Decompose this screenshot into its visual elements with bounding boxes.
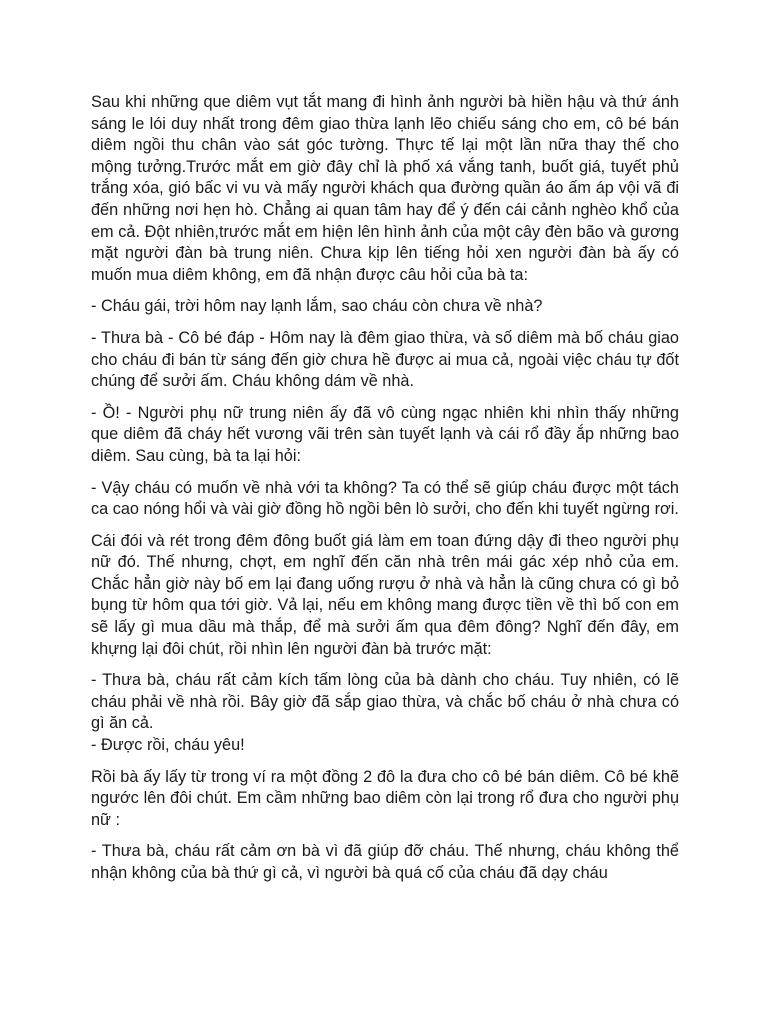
paragraph-woman-surprise: - Ồ! - Người phụ nữ trung niên ấy đã vô cùng ngạc nhiên khi nhìn thấy những que diêm đã cháy hết vương vãi trên sàn tuyết lạnh và cái rổ đầy ắp những bao diêm. Sau cùng, bà ta lại hỏi:	[91, 403, 679, 465]
paragraph-opening: Sau khi những que diêm vụt tắt mang đi hình ảnh người bà hiền hậu và thứ ánh sáng le lói duy nhất trong đêm giao thừa lạnh lẽo chiếu sáng cho em, cô bé bán diêm ngồi thu chân vào sát góc tường. Thực tế lại một lần nữa thay thế cho mộng tưởng.Trước mắt em giờ đây chỉ là phố xá vắng tanh, buốt giá, tuyết phủ trắng xóa, gió bấc vi vu và mấy người khách qua đường quần áo ấm áp vội vã đi đến những nơi hẹn hò. Chẳng ai quan tâm hay để ý đến cái cảnh nghèo khổ của em cả. Đột nhiên,trước mắt em hiện lên hình ảnh của một cây đèn bão và gương mặt người đàn bà trung niên. Chưa kịp lên tiếng hỏi xen người đàn bà ấy có muốn mua diêm không, em đã nhận được câu hỏi của bà ta:	[91, 93, 679, 284]
paragraph-dialogue-girl-reply: - Thưa bà - Cô bé đáp - Hôm nay là đêm giao thừa, và số diêm mà bố cháu giao cho cháu đi bán từ sáng đến giờ chưa hề được ai mua cả, ngoài việc cháu tự đốt chúng để sưởi ấm. Cháu không dám về nhà.	[91, 328, 679, 391]
paragraph-girl-thoughts: Cái đói và rét trong đêm đông buốt giá làm em toan đứng dậy đi theo người phụ nữ đó. Thế nhưng, chợt, em nghĩ đến căn nhà trên mái gác xép nhỏ của em. Chắc hẳn giờ này bố em lại đang uống rượu ở nhà và hẳn là cũng chưa có gì bỏ bụng từ hôm qua tới giờ. Vả lại, nếu em không mang được tiền về thì bố con em sẽ lấy gì mua dầu mà thắp, để mà sưởi ấm qua đêm đông? Nghĩ đến đây, em khựng lại đôi chút, rồi nhìn lên người đàn bà trước mặt:	[91, 531, 679, 658]
paragraph-girl-thanks: - Thưa bà, cháu rất cảm ơn bà vì đã giúp đỡ cháu. Thế nhưng, cháu không thể nhận không của bà thứ gì cả, vì người bà quá cố của cháu đã dạy cháu	[91, 842, 679, 882]
paragraph-dialogue-question: - Cháu gái, trời hôm nay lạnh lắm, sao cháu còn chưa về nhà?	[91, 297, 543, 316]
paragraph-gift: Rồi bà ấy lấy từ trong ví ra một đồng 2 đô la đưa cho cô bé bán diêm. Cô bé khẽ ngước lên đôi chút. Em cầm những bao diêm còn lại trong rổ đưa cho người phụ nữ :	[91, 767, 679, 829]
paragraph-girl-declines: - Thưa bà, cháu rất cảm kích tấm lòng của bà dành cho cháu. Tuy nhiên, có lẽ cháu phải về nhà rồi. Bây giờ đã sắp giao thừa, và chắc bố cháu ở nhà chưa có gì ăn cả. - Được rồi, cháu yêu!	[91, 671, 679, 755]
paragraph-invitation: - Vậy cháu có muốn về nhà với ta không? Ta có thể sẽ giúp cháu được một tách ca cao nóng hổi và vài giờ đồng hồ ngồi bên lò sưởi, cho đến khi tuyết ngừng rơi.	[91, 478, 679, 519]
document-page	[91, 92, 679, 895]
